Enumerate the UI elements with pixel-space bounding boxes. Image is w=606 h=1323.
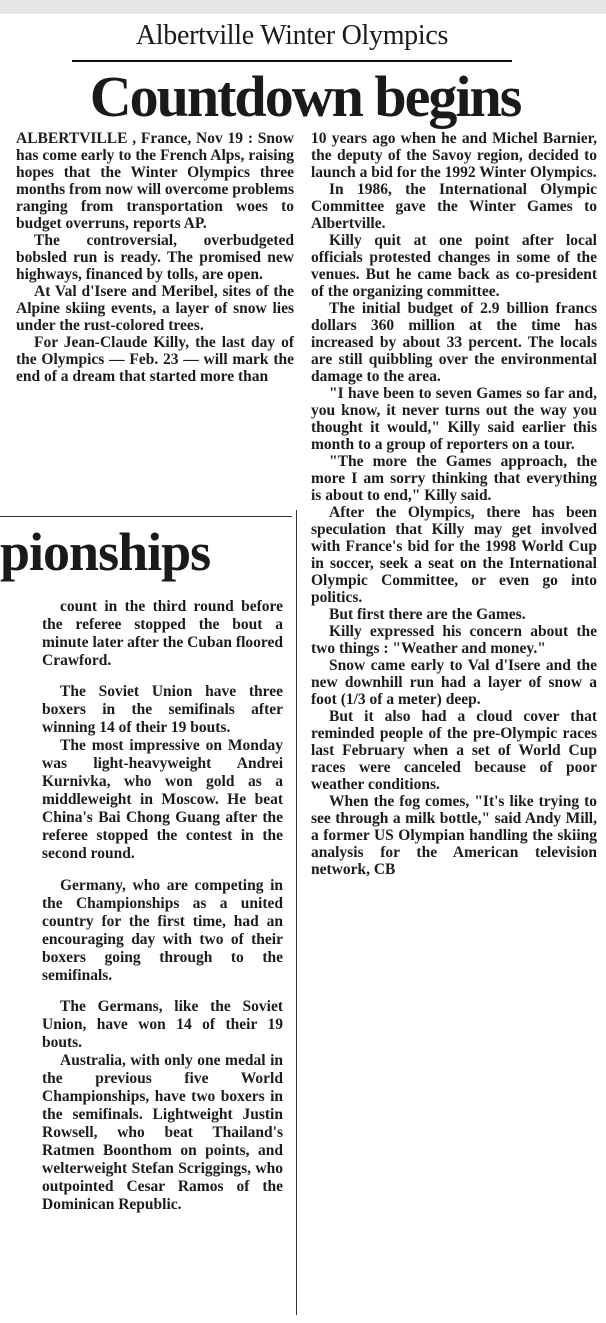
olympics-column-2	[311, 130, 597, 878]
article-paragraph: The Germans, like the Soviet Union, have won 14 of their 19 bouts.	[42, 998, 283, 1051]
article-paragraph: Killy expressed his concern about the two things : "Weather and money."	[311, 623, 597, 657]
article-paragraph: Australia, with only one medal in the previous five World Championships, have two boxers in the semifinals. Lightweight Justin Rowsell, who beat Thailand's Ratmen Boonthom on points, and welterweight Stefan Scriggings, who outpointed Cesar Ramos of the Dominican Republic.	[42, 1052, 283, 1213]
article-paragraph: The initial budget of 2.9 billion francs dollars 360 million at the time has increased by about 33 percent. The locals are still quibbling over the environmental damage to the area.	[311, 300, 597, 385]
article-headline: Countdown begins	[89, 64, 521, 129]
olympics-column-1	[16, 130, 294, 385]
boxing-section-rule	[0, 516, 292, 517]
page-top-strip	[0, 0, 606, 14]
article-paragraph: In 1986, the International Olympic Committee gave the Winter Games to Albertville.	[311, 181, 597, 232]
article-paragraph: "The more the Games approach, the more I am sorry thinking that everything is about to end," Killy said.	[311, 453, 597, 504]
boxing-column	[42, 598, 283, 1214]
article-paragraph: For Jean-Claude Killy, the last day of the Olympics — Feb. 23 — will mark the end of a dream that started more than	[16, 334, 294, 385]
article-paragraph: 10 years ago when he and Michel Barnier, the deputy of the Savoy region, decided to launch a bid for the 1992 Winter Olympics.	[311, 130, 597, 181]
article-paragraph: count in the third round before the referee stopped the bout a minute later after the Cuban floored Crawford.	[42, 598, 283, 669]
article-paragraph: But first there are the Games.	[329, 606, 526, 623]
article-paragraph: When the fog comes, "It's like trying to see through a milk bottle," said Andy Mill, a former US Olympian handling the skiing analysis for the American television network, CB	[311, 793, 597, 878]
article-paragraph: The controversial, overbudgeted bobsled run is ready. The promised new highways, financed by tolls, are open.	[16, 232, 294, 283]
article-paragraph: The most impressive on Monday was light-heavyweight Andrei Kurnivka, who won gold as a middleweight in Moscow. He beat China's Bai Chong Guang after the referee stopped the contest in the second round.	[42, 737, 283, 862]
article-paragraph: "I have been to seven Games so far and, you know, it never turns out the way you thought it would," Killy said earlier this month to a group of reporters on a tour.	[311, 385, 597, 453]
article-paragraph: At Val d'Isere and Meribel, sites of the Alpine skiing events, a layer of snow lies under the rust-colored trees.	[16, 283, 294, 334]
article-paragraph: After the Olympics, there has been speculation that Killy may get involved with France's bid for the 1998 World Cup in soccer, seek a seat on the International Olympic Committee, or even go into politics.	[311, 504, 597, 606]
boxing-headline-fragment: pionships	[0, 522, 211, 582]
article-paragraph: But it also had a cloud cover that reminded people of the pre-Olympic races last February when a set of World Cup races were canceled because of poor weather conditions.	[311, 708, 597, 793]
column-separator	[296, 510, 297, 1315]
article-paragraph: Germany, who are competing in the Championships as a united country for the first time, had an encouraging day with two of their boxers going through to the semifinals.	[42, 877, 283, 984]
section-kicker: Albertville Winter Olympics	[135, 20, 449, 51]
article-paragraph: Killy quit at one point after local officials protested changes in some of the venues. But he came back as co-president of the organizing committee.	[311, 232, 597, 300]
article-paragraph: Snow came early to Val d'Isere and the new downhill run had a layer of snow a foot (1/3 of a meter) deep.	[311, 657, 597, 708]
article-paragraph: The Soviet Union have three boxers in the semifinals after winning 14 of their 19 bouts.	[42, 683, 283, 736]
article-paragraph: ALBERTVILLE , France, Nov 19 : Snow has come early to the French Alps, raising hopes that the Winter Olympics three months from now will overcome problems ranging from transportation woes to budget overruns, reports AP.	[16, 130, 294, 232]
